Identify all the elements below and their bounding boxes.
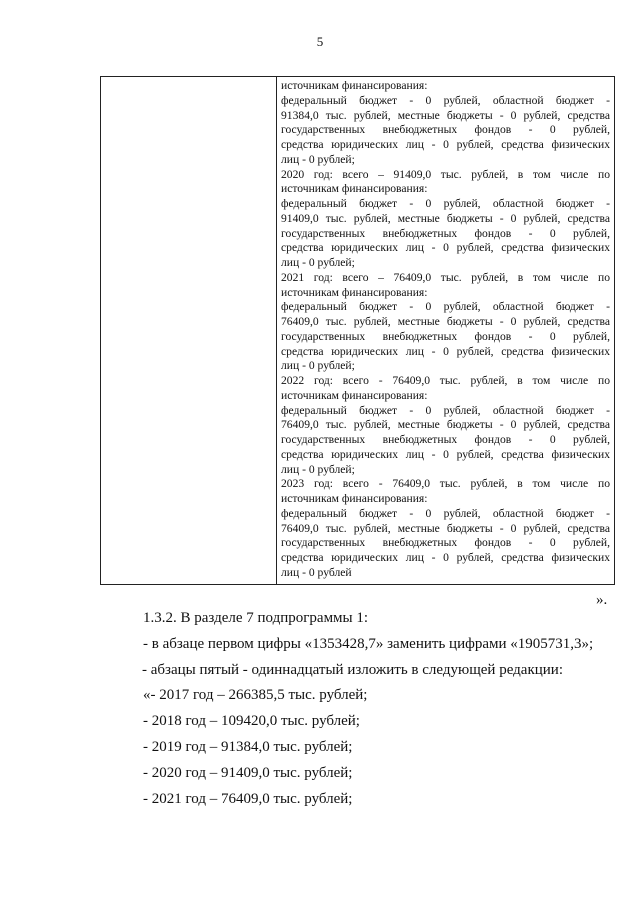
table-line: федеральный бюджет - 0 рублей, областной бюджет -: [281, 93, 610, 107]
body-paragraph: - 2019 год – 91384,0 тыс. рублей;: [143, 738, 353, 755]
table-line: источникам финансирования:: [281, 492, 428, 505]
table-line: федеральный бюджет - 0 рублей, областной бюджет -: [281, 403, 610, 417]
table-line: 2021 год: всего – 76409,0 тыс. рублей, в том числе по: [281, 270, 610, 284]
closing-quote: ».: [596, 592, 608, 608]
table-line: 76409,0 тыс. рублей, местные бюджеты - 0 рублей, средства: [281, 315, 610, 328]
table-line: государственных внебюджетных фондов - 0 рублей,: [281, 329, 610, 343]
table-line: 2020 год: всего – 91409,0 тыс. рублей, в том числе по: [281, 167, 610, 181]
table-line: 76409,0 тыс. рублей, местные бюджеты - 0 рублей, средства: [281, 521, 610, 535]
body-paragraph: - 2018 год – 109420,0 тыс. рублей;: [143, 713, 360, 730]
table-line: средства юридических лиц - 0 рублей, средства физических: [281, 138, 610, 151]
table-line: лиц - 0 рублей: [281, 565, 352, 579]
table-line: источникам финансирования:: [281, 388, 428, 402]
table-line: 91409,0 тыс. рублей, местные бюджеты - 0 рублей, средства: [281, 211, 610, 225]
table-line: государственных внебюджетных фондов - 0 рублей,: [281, 226, 610, 240]
table-line: источникам финансирования:: [281, 285, 428, 299]
table-line: лиц - 0 рублей;: [281, 256, 355, 269]
table-line: государственных внебюджетных фондов - 0 рублей,: [281, 433, 610, 446]
table-line: источникам финансирования:: [281, 182, 428, 196]
body-paragraph: - в абзаце первом цифры «1353428,7» заменить цифрами «1905731,3»;: [143, 635, 594, 652]
funding-details-cell: [281, 79, 610, 581]
table-line: лиц - 0 рублей;: [281, 462, 355, 476]
body-paragraph: «- 2017 год – 266385,5 тыс. рублей;: [143, 687, 368, 704]
table-line: лиц - 0 рублей;: [281, 359, 355, 373]
table-line: средства юридических лиц - 0 рублей, средства физических: [281, 551, 610, 564]
body-text: [143, 606, 623, 812]
table-line: лиц - 0 рублей;: [281, 152, 355, 166]
table-column-divider: [276, 77, 277, 584]
body-paragraph: - 2020 год – 91409,0 тыс. рублей;: [143, 764, 353, 781]
table-line: средства юридических лиц - 0 рублей, средства физических: [281, 241, 610, 255]
table-line: источникам финансирования:: [281, 79, 428, 92]
table-line: федеральный бюджет - 0 рублей, областной бюджет -: [281, 506, 610, 520]
table-line: 91384,0 тыс. рублей, местные бюджеты - 0 рублей, средства: [281, 108, 610, 122]
table-line: 76409,0 тыс. рублей, местные бюджеты - 0 рублей, средства: [281, 418, 610, 432]
table-line: государственных внебюджетных фондов - 0 рублей,: [281, 536, 610, 550]
table-line: средства юридических лиц - 0 рублей, средства физических: [281, 447, 610, 461]
table-line: федеральный бюджет - 0 рублей, областной бюджет -: [281, 197, 610, 210]
table-line: федеральный бюджет - 0 рублей, областной бюджет -: [281, 300, 610, 314]
table-line: 2022 год: всего - 76409,0 тыс. рублей, в том числе по: [281, 374, 610, 387]
page-number: 5: [316, 34, 324, 49]
table-line: государственных внебюджетных фондов - 0 рублей,: [281, 123, 610, 137]
section-heading: 1.3.2. В разделе 7 подпрограммы 1:: [143, 610, 369, 626]
body-paragraph: - абзацы пятый - одиннадцатый изложить в следующей редакции:: [142, 661, 563, 678]
table-line: 2023 год: всего - 76409,0 тыс. рублей, в том числе по: [281, 477, 610, 491]
funding-table: [100, 76, 615, 585]
table-line: средства юридических лиц - 0 рублей, средства физических: [281, 344, 610, 358]
body-paragraph: - 2021 год – 76409,0 тыс. рублей;: [143, 790, 353, 807]
